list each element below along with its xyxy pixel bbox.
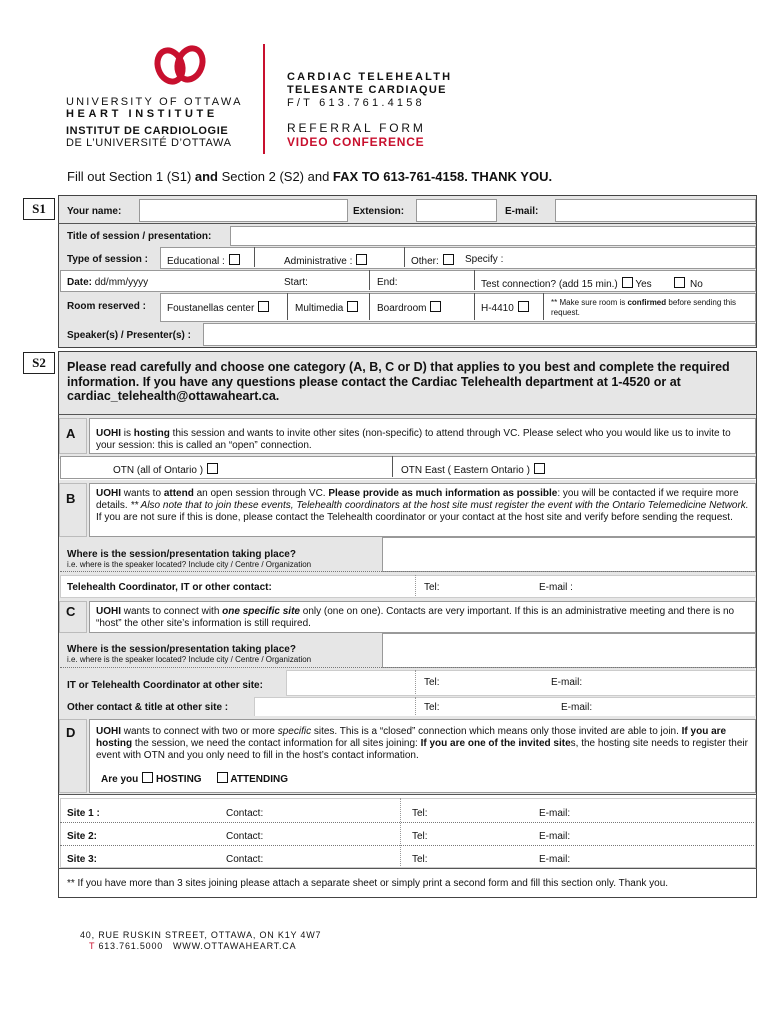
divider xyxy=(415,575,416,596)
room-reserved-label: Room reserved : xyxy=(67,301,146,312)
b-coord-label: Telehealth Coordinator, IT or other contact: xyxy=(67,582,272,593)
c-where-label: Where is the session/presentation taking place? xyxy=(67,644,296,655)
title-session-input[interactable] xyxy=(230,226,756,246)
divider xyxy=(254,247,255,267)
room-foustanellas-option[interactable] xyxy=(167,301,269,315)
a-letter: A xyxy=(66,426,76,441)
instruction-part-2: and xyxy=(194,169,219,184)
logo-text-en-2: HEART INSTITUTE xyxy=(66,108,218,120)
divider xyxy=(58,868,757,869)
are-you-label: Are you xyxy=(101,774,139,785)
room-note-text-1: ** Make sure room is xyxy=(551,298,628,307)
site3-label: Site 3: xyxy=(67,854,98,865)
attending-label: ATTENDING xyxy=(230,774,289,785)
divider xyxy=(287,293,288,320)
room-1-checkbox[interactable] xyxy=(258,301,269,312)
type-session-label: Type of session : xyxy=(67,254,148,265)
room-3-label: Boardroom xyxy=(377,303,427,314)
extension-input[interactable] xyxy=(416,199,497,222)
header-divider xyxy=(263,44,265,154)
logo-text-en-1: UNIVERSITY OF OTTAWA xyxy=(66,96,243,108)
c-where-input[interactable] xyxy=(382,633,756,668)
d-text-7: If you are one of the invited site xyxy=(420,738,571,749)
divider xyxy=(400,798,401,866)
test-no-label: No xyxy=(690,279,703,290)
logo-text-fr-2: DE L’UNIVERSITÉ D’OTTAWA xyxy=(66,137,232,149)
site3-tel-label: Tel: xyxy=(412,854,428,865)
a-text-4: this session and wants to invite other sites (non-specific) to attend through VC. Please select who you would like us to invite to your session: this is called an “open” connection. xyxy=(96,428,731,451)
test-no-checkbox[interactable] xyxy=(674,277,685,288)
extension-label: Extension: xyxy=(353,206,405,217)
site1-label: Site 1 : xyxy=(67,808,100,819)
test-connection-label xyxy=(481,277,652,291)
footer-web[interactable]: WWW.OTTAWAHEART.CA xyxy=(173,941,297,951)
otn-east-checkbox[interactable] xyxy=(534,463,545,474)
type-session-area xyxy=(160,247,756,269)
c-tel2-label: Tel: xyxy=(424,702,440,713)
educational-option[interactable] xyxy=(167,254,240,268)
c-text-4: only (one on one). Contacts are very important. If this is an administrative meeting and there is no “host” the other site’s information is still required. xyxy=(96,606,735,629)
header-fax: F/T 613.761.4158 xyxy=(287,97,425,109)
c-text-1: UOHI xyxy=(96,606,121,617)
c-description xyxy=(96,606,751,630)
date-format: dd/mm/yyyy xyxy=(92,277,149,288)
site2-email-label: E-mail: xyxy=(539,831,571,842)
d-text-5: If you are hosting xyxy=(96,726,727,749)
start-label: Start: xyxy=(284,277,308,288)
speakers-label: Speaker(s) / Presenter(s) : xyxy=(67,330,191,341)
header-title-1: CARDIAC TELEHEALTH xyxy=(287,71,453,83)
d-sites-area xyxy=(60,798,756,868)
heart-institute-logo-icon xyxy=(150,42,212,88)
administrative-label: Administrative : xyxy=(284,256,353,267)
form-title: REFERRAL FORM xyxy=(287,121,426,135)
email-input[interactable] xyxy=(555,199,756,222)
date-field[interactable] xyxy=(67,277,148,289)
instruction-part-3: Section 2 (S2) and xyxy=(218,169,333,184)
dotted-divider xyxy=(60,822,754,823)
instruction-part-4: FAX TO 613-761-4158. THANK YOU. xyxy=(332,169,553,184)
room-2-label: Multimedia xyxy=(295,303,344,314)
b-text-1: UOHI xyxy=(96,488,121,499)
s2-label: S2 xyxy=(23,352,55,374)
b-text-4: an open session through VC. xyxy=(193,488,329,499)
otn-all-label: OTN (all of Ontario ) xyxy=(113,465,204,476)
divider xyxy=(392,456,393,477)
site1-tel-label: Tel: xyxy=(412,808,428,819)
room-boardroom-option[interactable] xyxy=(377,301,441,315)
a-description xyxy=(96,428,751,452)
email-label: E-mail: xyxy=(505,206,539,217)
other-label: Other: xyxy=(411,256,439,267)
room-note-bold: confirmed xyxy=(627,298,667,307)
otn-east-option[interactable] xyxy=(401,463,545,477)
header-title-2: TELESANTE CARDIAQUE xyxy=(287,84,447,96)
divider xyxy=(404,247,405,267)
test-yes-checkbox[interactable] xyxy=(622,277,633,288)
date-label: Date: xyxy=(67,277,93,288)
speakers-input[interactable] xyxy=(203,323,756,346)
footer-contact xyxy=(89,940,296,952)
footer-t-letter: T xyxy=(89,941,96,951)
d-text-1: UOHI xyxy=(96,726,121,737)
room-1-label: Foustanellas center xyxy=(167,303,255,314)
room-2-checkbox[interactable] xyxy=(347,301,358,312)
a-text-2: is xyxy=(121,428,134,439)
b-tel-label: Tel: xyxy=(424,582,440,593)
other-option[interactable] xyxy=(411,254,454,268)
a-text-3: hosting xyxy=(133,428,170,439)
room-note-text-2: before sending this request. xyxy=(551,298,736,317)
educational-checkbox[interactable] xyxy=(229,254,240,265)
your-name-input[interactable] xyxy=(139,199,348,222)
c-other-input[interactable] xyxy=(254,697,756,717)
a-text-1: UOHI xyxy=(96,428,121,439)
divider xyxy=(474,270,475,290)
divider xyxy=(58,794,757,795)
administrative-checkbox[interactable] xyxy=(356,254,367,265)
form-subtitle: VIDEO CONFERENCE xyxy=(287,135,425,149)
b-text-5: Please provide as much information as possible xyxy=(328,488,558,499)
divider xyxy=(369,293,370,320)
s1-label: S1 xyxy=(23,198,55,220)
c-email-label: E-mail: xyxy=(551,677,583,688)
b-where-note: i.e. where is the speaker located? Include city / Centre / Organization xyxy=(67,560,312,569)
instruction-part-1: Fill out Section 1 (S1) xyxy=(67,169,195,184)
site3-contact-label: Contact: xyxy=(226,854,264,865)
b-text-2: wants to xyxy=(121,488,164,499)
specify-label: Specify : xyxy=(465,254,504,265)
s1-row-divider xyxy=(58,223,757,224)
attending-checkbox[interactable] xyxy=(217,772,228,783)
administrative-option[interactable] xyxy=(284,254,367,268)
d-text-4: sites. This is a “closed” connection which means only those invited are able to join. xyxy=(311,726,682,737)
dotted-divider xyxy=(60,845,754,846)
title-session-label: Title of session / presentation: xyxy=(67,231,212,242)
b-text-8: If you are not sure if this is done, please contact the Telehealth coordinator or your contact at the host site and verify before sending the request. xyxy=(96,512,733,523)
footer-phone: 613.761.5000 xyxy=(95,941,164,951)
b-text-3: attend xyxy=(163,488,194,499)
d-text-8: s, the hosting site needs to register their event with OTN and you only need to fill in the host’s contact information. xyxy=(96,738,748,761)
c-text-2: wants to connect with xyxy=(121,606,223,617)
b-where-label: Where is the session/presentation taking place? xyxy=(67,549,296,560)
divider xyxy=(415,670,416,694)
room-4-checkbox[interactable] xyxy=(518,301,529,312)
b-letter: B xyxy=(66,491,76,506)
d-text-6: the session, we need the contact information for all sites joining: xyxy=(132,738,421,749)
d-text-2: wants to connect with two or more xyxy=(121,726,278,737)
b-text-7: ** Also note that to join these events, Telehealth coordinators at the host site must register the event with the Ontario Telemedicine Network. xyxy=(130,500,749,511)
d-letter: D xyxy=(66,725,76,740)
otn-all-option[interactable] xyxy=(113,463,218,477)
site1-contact-label: Contact: xyxy=(226,808,264,819)
room-h4410-option[interactable] xyxy=(481,301,529,315)
end-label: End: xyxy=(377,277,398,288)
c-letter: C xyxy=(66,604,76,619)
c-tel-label: Tel: xyxy=(424,677,440,688)
other-checkbox[interactable] xyxy=(443,254,454,265)
d-description xyxy=(96,726,751,762)
b-email-label: E-mail : xyxy=(539,582,573,593)
site2-label: Site 2: xyxy=(67,831,98,842)
divider xyxy=(415,697,416,715)
otn-east-label: OTN East ( Eastern Ontario ) xyxy=(401,465,530,476)
educational-label: Educational : xyxy=(167,256,225,267)
room-multimedia-option[interactable] xyxy=(295,301,358,315)
footer-address: 40, RUE RUSKIN STREET, OTTAWA, ON K1Y 4W7 xyxy=(80,930,322,940)
d-attending-option[interactable] xyxy=(213,772,288,786)
your-name-label: Your name: xyxy=(67,206,122,217)
logo-text-fr-1: INSTITUT DE CARDIOLOGIE xyxy=(66,125,229,137)
s2-intro: Please read carefully and choose one category (A, B, C or D) that applies to you best and complete the required information. If you have any questions please contact the Cardiac Telehealth department at 1-4520 or at cardiac_telehealth@ottawaheart.ca. xyxy=(67,360,730,403)
site1-email-label: E-mail: xyxy=(539,808,571,819)
b-where-input[interactable] xyxy=(382,537,756,572)
test-no-option[interactable] xyxy=(674,277,703,291)
instruction-line xyxy=(67,169,552,184)
room-note xyxy=(551,298,751,318)
divider xyxy=(543,293,544,320)
c-it-coord-label: IT or Telehealth Coordinator at other site: xyxy=(67,680,263,691)
test-connection-text: Test connection? (add 15 min.) xyxy=(481,279,618,290)
b-text-6: : you will be contacted if we require more details. xyxy=(96,488,739,511)
c-email2-label: E-mail: xyxy=(561,702,593,713)
hosting-label: HOSTING xyxy=(156,774,202,785)
d-footnote: ** If you have more than 3 sites joining please attach a separate sheet or simply print a second form and fill this section only. Thank you. xyxy=(67,878,669,889)
c-other-contact-label: Other contact & title at other site : xyxy=(67,702,229,713)
c-coord-input[interactable] xyxy=(286,670,756,696)
hosting-checkbox[interactable] xyxy=(142,772,153,783)
site3-email-label: E-mail: xyxy=(539,854,571,865)
divider xyxy=(369,270,370,290)
dotted-divider xyxy=(60,667,756,668)
room-3-checkbox[interactable] xyxy=(430,301,441,312)
d-are-you xyxy=(101,772,202,786)
site2-contact-label: Contact: xyxy=(226,831,264,842)
c-where-note: i.e. where is the speaker located? Include city / Centre / Organization xyxy=(67,655,312,664)
room-4-label: H-4410 xyxy=(481,303,514,314)
divider xyxy=(474,293,475,320)
otn-all-checkbox[interactable] xyxy=(207,463,218,474)
test-yes-label: Yes xyxy=(635,279,652,290)
dotted-divider xyxy=(60,571,756,572)
b-description xyxy=(96,488,751,524)
d-text-3: specific xyxy=(277,726,312,737)
c-text-3: one specific site xyxy=(222,606,300,617)
site2-tel-label: Tel: xyxy=(412,831,428,842)
